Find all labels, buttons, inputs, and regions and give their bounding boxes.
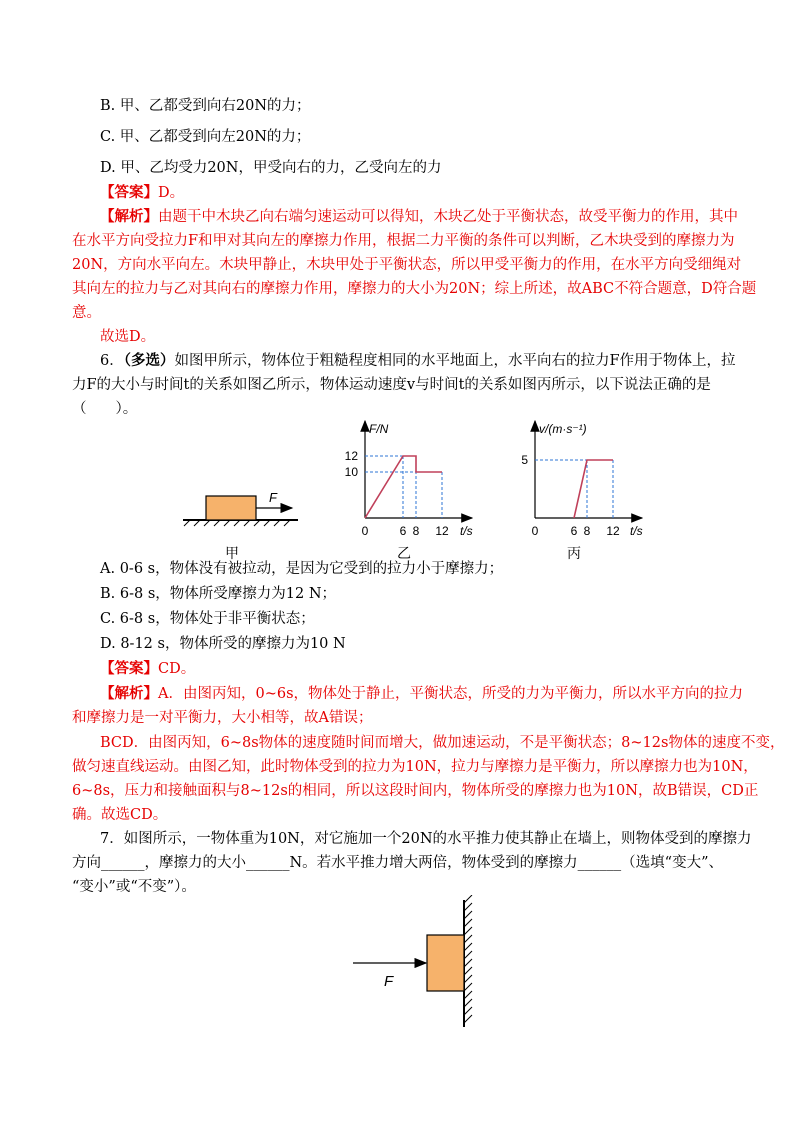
- figure-yi: [345, 421, 473, 561]
- analysis-6-line-2: 和摩擦力是一对平衡力，大小相等，故A错误；: [72, 710, 373, 726]
- figure-q6: [0, 418, 800, 578]
- option-c: C. 甲、乙都受到向左20N的力；: [100, 129, 311, 145]
- x-tick-8: 8: [583, 524, 591, 538]
- y-label: v/(m·s⁻¹): [539, 422, 587, 436]
- x-label: t/s: [460, 524, 473, 538]
- answer-tag: 【答案】: [100, 660, 158, 677]
- answer-5: [100, 183, 184, 203]
- y-tick-10: 10: [344, 465, 358, 479]
- analysis-6-line-3: BCD．由图丙知，6~8s物体的速度随时间而增大，做加速运动，不是平衡状态；8~12s物体的速度不变，: [100, 735, 785, 751]
- analysis-6-line-4: 做匀速直线运动。由图乙知，此时物体受到的拉力为10N，拉力与摩擦力是平衡力，所以摩擦力也为10N，: [72, 759, 758, 775]
- multi-select-tag: （多选）: [123, 352, 175, 369]
- answer-tag: 【答案】: [100, 184, 158, 201]
- analysis-text: 由题干中木块乙向右端匀速运动可以得知，木块乙处于平衡状态，故受平衡力的作用，其中: [158, 209, 738, 225]
- question-text: 如图甲所示，物体位于粗糙程度相同的水平地面上，水平向右的拉力F作用于物体上，拉: [174, 353, 736, 369]
- analysis-5-line-1: [100, 207, 738, 227]
- question-6-line-3: （ ）。: [72, 401, 138, 417]
- caption-yi: 乙: [397, 545, 411, 561]
- figure-jia: [183, 490, 298, 561]
- analysis-5-line-5: 意。: [72, 305, 101, 321]
- q6-option-c: C. 6-8 s，物体处于非平衡状态；: [100, 611, 315, 627]
- y-tick-12: 12: [344, 449, 358, 463]
- q6-option-d: D. 8-12 s，物体所受的摩擦力为10 N: [100, 636, 346, 652]
- analysis-5-line-4: 其向左的拉力与乙对其向右的摩擦力作用，摩擦力的大小为20N；综上所述，故ABC不符合题意，D符合题: [72, 281, 757, 297]
- analysis-6-line-6: 确。故选CD。: [72, 807, 168, 823]
- y-label: F/N: [369, 422, 389, 436]
- x-tick-12: 12: [435, 524, 449, 538]
- option-b: B. 甲、乙都受到向右20N的力；: [100, 98, 311, 114]
- analysis-5-conclusion: 故选D。: [100, 329, 156, 345]
- figure-q7: [0, 895, 800, 1045]
- analysis-tag: 【解析】: [100, 208, 158, 225]
- x-tick-0: 0: [361, 524, 369, 538]
- x-label: t/s: [630, 524, 643, 538]
- caption-bing: 丙: [567, 545, 581, 561]
- question-number: 6．: [100, 353, 124, 369]
- x-tick-8: 8: [412, 524, 420, 538]
- guide-lines: [535, 460, 613, 518]
- analysis-6-line-5: 6~8s，压力和接触面积与8~12s的相同，所以这段时间内，物体所受的摩擦力也为10N，故B错误，CD正: [72, 783, 759, 799]
- answer-text: CD。: [158, 661, 196, 677]
- caption-jia: 甲: [225, 545, 239, 561]
- block: [206, 496, 256, 520]
- x-tick-12: 12: [606, 524, 620, 538]
- answer-6: [100, 659, 195, 679]
- question-7-line-3: “变小”或“不变”）。: [72, 879, 196, 895]
- analysis-6-line-1: [100, 684, 743, 704]
- x-tick-0: 0: [531, 524, 539, 538]
- y-tick-5: 5: [521, 453, 528, 467]
- option-d: D. 甲、乙均受力20N，甲受向右的力，乙受向左的力: [100, 160, 442, 176]
- wall-hatch: [464, 895, 472, 1023]
- force-label: F: [384, 973, 394, 990]
- analysis-tag: 【解析】: [100, 685, 158, 702]
- question-6-line-2: 力F的大小与时间t的关系如图乙所示，物体运动速度v与时间t的关系如图丙所示，以下说法正确的是: [72, 377, 711, 393]
- block: [427, 935, 464, 991]
- q6-option-b: B. 6-8 s，物体所受摩擦力为12 N；: [100, 586, 337, 602]
- figure-bing: [521, 421, 642, 561]
- question-6-line-1: [100, 351, 736, 371]
- question-7-line-2: 方向______，摩擦力的大小______N。若水平推力增大两倍，物体受到的摩擦力______（选填“变大”、: [72, 855, 724, 871]
- force-label: F: [269, 490, 277, 505]
- v-t-line: [574, 460, 613, 518]
- question-7-line-1: 7．如图所示，一物体重为10N，对它施加一个20N的水平推力使其静止在墙上，则物体受到的摩擦力: [100, 831, 752, 847]
- answer-text: D。: [158, 185, 185, 201]
- x-tick-6: 6: [399, 524, 407, 538]
- x-tick-6: 6: [570, 524, 578, 538]
- analysis-text: A．由图丙知，0~6s，物体处于静止，平衡状态，所受的力为平衡力，所以水平方向的拉力: [158, 686, 744, 702]
- analysis-5-line-2: 在水平方向受拉力F和甲对其向左的摩擦力作用，根据二力平衡的条件可以判断，乙木块受到的摩擦力为: [72, 233, 735, 249]
- q6-option-a: A. 0-6 s，物体没有被拉动，是因为它受到的拉力小于摩擦力；: [100, 561, 504, 577]
- analysis-5-line-3: 20N，方向水平向左。木块甲静止，木块甲处于平衡状态，所以甲受平衡力的作用，在水平方向受细绳对: [72, 257, 742, 273]
- guide-lines: [365, 456, 442, 518]
